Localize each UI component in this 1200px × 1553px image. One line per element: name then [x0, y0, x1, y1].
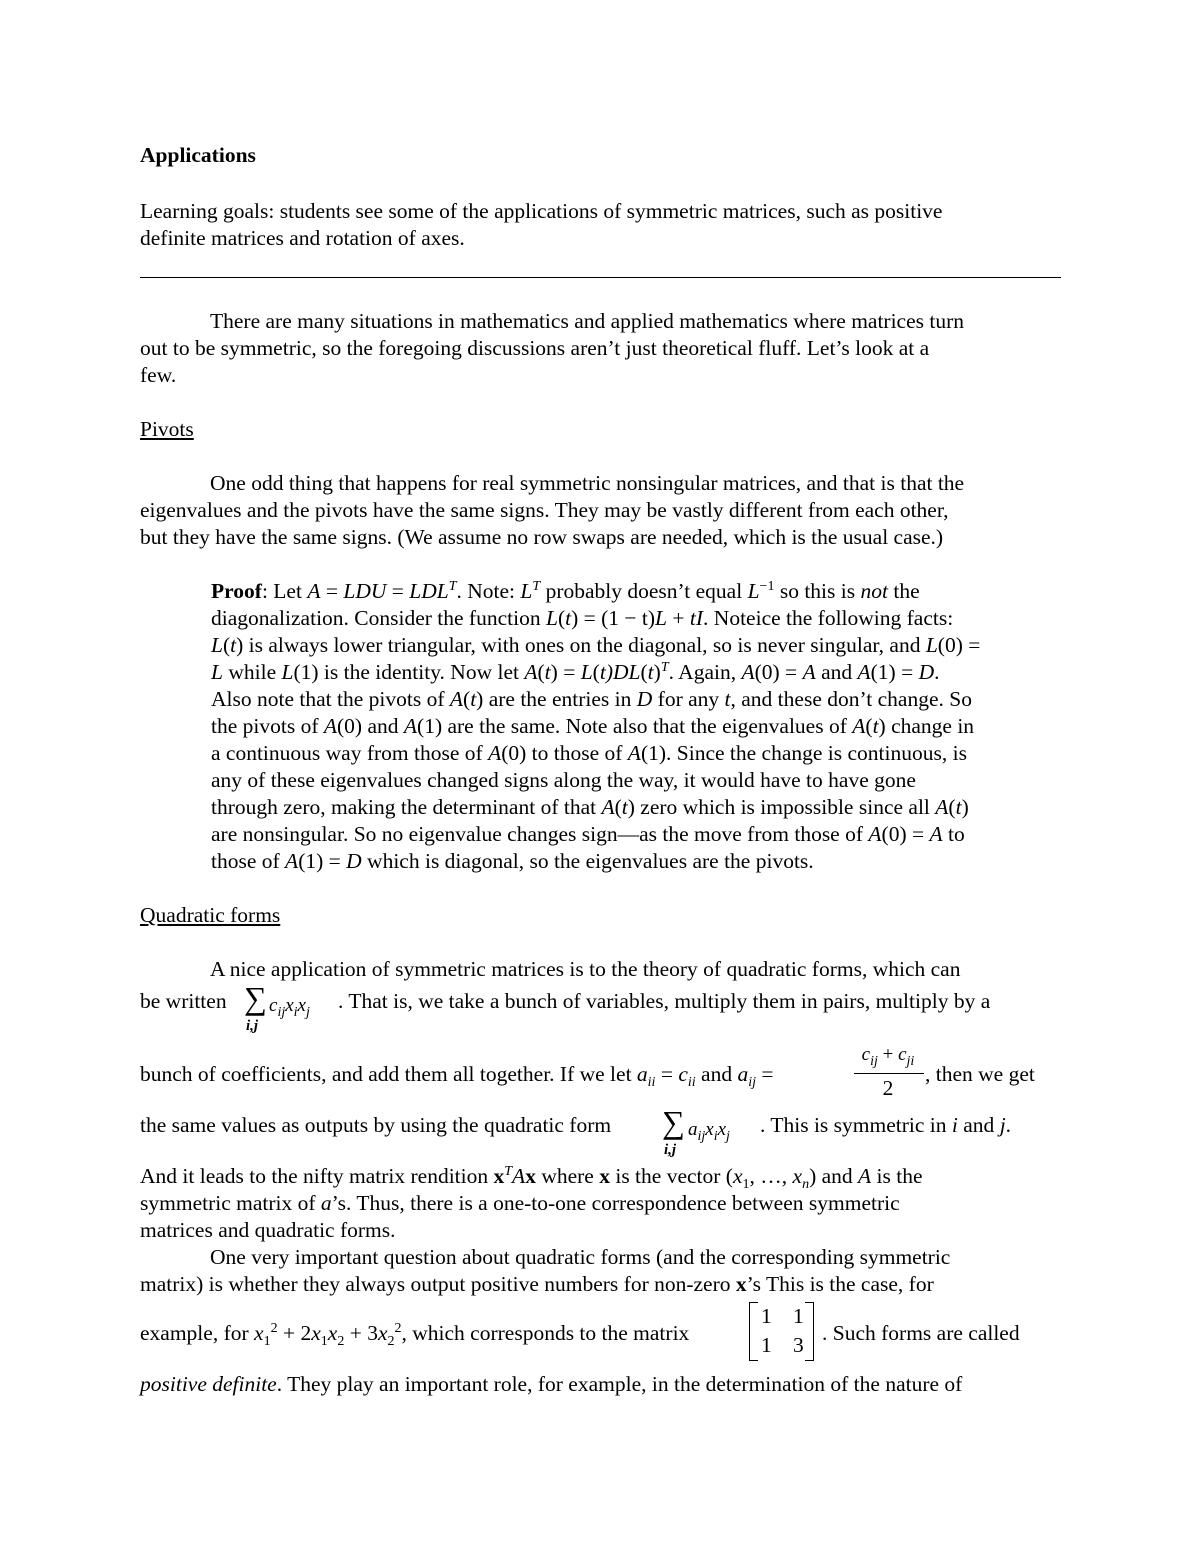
summation-1-term: $c_{ij}x_ix_j$: [269, 995, 310, 1020]
fraction-numerator: $c_{ij} + c_{ji}$: [861, 1044, 915, 1069]
section-heading-quadratic-forms: Quadratic forms: [140, 903, 281, 927]
proof-line-9: through zero, making the determinant of that A(t) zero which is impossible since all A(t): [211, 795, 969, 819]
matrix-cell: 1: [761, 1304, 772, 1328]
intro-line-2: out to be symmetric, so the foregoing discussions aren’t just theoretical fluff. Let’s look at a: [140, 336, 930, 360]
matrix-left-bracket: [749, 1302, 758, 1361]
proof-line-7: a continuous way from those of A(0) to those of A(1). Since the change is continuous, is: [211, 741, 967, 765]
pivots-line-1: One odd thing that happens for real symmetric nonsingular matrices, and that is that the: [210, 471, 965, 495]
matrix-right-bracket: [805, 1302, 814, 1361]
proof-line-10: are nonsingular. So no eigenvalue changes sign—as the move from those of A(0) = A to: [211, 822, 965, 846]
fraction-denominator: 2: [882, 1076, 894, 1100]
proof-line-8: any of these eigenvalues changed signs along the way, it would have to have gone: [211, 768, 916, 792]
quadratic-line-6: symmetric matrix of a’s. Thus, there is a one-to-one correspondence between symmetric: [140, 1191, 900, 1215]
summation-2-index: i,j: [664, 1142, 677, 1158]
proof-line-4: L while L(1) is the identity. Now let $A(t) = L(t)DL(t)^T$. Again, A(0) = A and A(1) = D.: [211, 660, 940, 684]
horizontal-rule: [140, 277, 1061, 278]
matrix-cell: 3: [793, 1333, 804, 1357]
matrix: [747, 1302, 817, 1362]
proof-line-2: diagonalization. Consider the function L(t) = (1 − t)L + tI. Noteice the following facts:: [211, 606, 954, 630]
quadratic-line-2-suffix: . That is, we take a bunch of variables, multiply them in pairs, multiply by a: [338, 989, 991, 1013]
proof-line-5: Also note that the pivots of A(t) are the entries in D for any t, and these don’t change. So: [211, 687, 972, 711]
quadratic-line-4-prefix: the same values as outputs by using the quadratic form: [140, 1113, 612, 1137]
quadratic-line-5: And it leads to the nifty matrix rendition $x^TAx$ where x is the vector ($x_1$, …, $x_n$) and A is the: [140, 1164, 923, 1192]
proof-line-11: those of A(1) = D which is diagonal, so the eigenvalues are the pivots.: [211, 849, 814, 873]
quadratic-line-7: matrices and quadratic forms.: [140, 1218, 396, 1242]
proof-label: Proof: [211, 579, 262, 603]
quadratic-line-10: example, for $x_1^2 + 2x_1x_2 + 3x_2^2$, which corresponds to the matrix: [140, 1321, 690, 1349]
intro-line-3: few.: [140, 363, 177, 387]
summation-symbol-2: ∑: [662, 1104, 685, 1140]
quadratic-line-3-suffix: , then we get: [925, 1062, 1035, 1086]
summation-2-term: $a_{ij}x_ix_j$: [688, 1119, 730, 1144]
quadratic-line-1: A nice application of symmetric matrices is to the theory of quadratic forms, which can: [210, 957, 961, 981]
quadratic-line-8: One very important question about quadratic forms (and the corresponding symmetric: [210, 1245, 951, 1269]
section-heading-pivots: Pivots: [140, 417, 194, 441]
quadratic-line-4-suffix: . This is symmetric in i and j.: [760, 1113, 1012, 1137]
quadratic-line-3: bunch of coefficients, and add them all together. If we let $a_{ii} = c_{ii}$ and $a_{ij}$ =: [140, 1062, 774, 1090]
summation-symbol-1: ∑: [244, 980, 267, 1016]
quadratic-line-10-suffix: . Such forms are called: [822, 1321, 1020, 1345]
intro-line-1: There are many situations in mathematics and applied mathematics where matrices turn: [210, 309, 965, 333]
matrix-cell: 1: [761, 1333, 772, 1357]
matrix-cell: 1: [793, 1304, 804, 1328]
learning-goals-line-1: Learning goals: students see some of the applications of symmetric matrices, such as positive: [140, 199, 943, 223]
fraction-bar: [854, 1073, 924, 1074]
proof-line-1: Proof: Let A = LDU = $LDL^T$. Note: $L^T$ probably doesn’t equal $L^{-1}$ so this is not the: [211, 579, 920, 603]
learning-goals-line-2: definite matrices and rotation of axes.: [140, 226, 465, 250]
proof-line-6: the pivots of A(0) and A(1) are the same. Note also that the eigenvalues of A(t) change in: [211, 714, 975, 738]
quadratic-line-9: matrix) is whether they always output positive numbers for non-zero x’s This is the case, for: [140, 1272, 934, 1296]
summation-1-index: i,j: [246, 1018, 259, 1034]
pivots-line-3: but they have the same signs. (We assume no row swaps are needed, which is the usual case.): [140, 525, 944, 549]
positive-definite-term: positive definite: [140, 1372, 277, 1396]
quadratic-line-11: positive definite. They play an important role, for example, in the determination of the nature of: [140, 1372, 963, 1396]
quadratic-line-2-prefix: be written: [140, 989, 227, 1013]
page-title: Applications: [140, 143, 256, 167]
pivots-line-2: eigenvalues and the pivots have the same signs. They may be vastly different from each other,: [140, 498, 949, 522]
proof-line-3: L(t) is always lower triangular, with ones on the diagonal, so is never singular, and L(0) =: [211, 633, 981, 657]
